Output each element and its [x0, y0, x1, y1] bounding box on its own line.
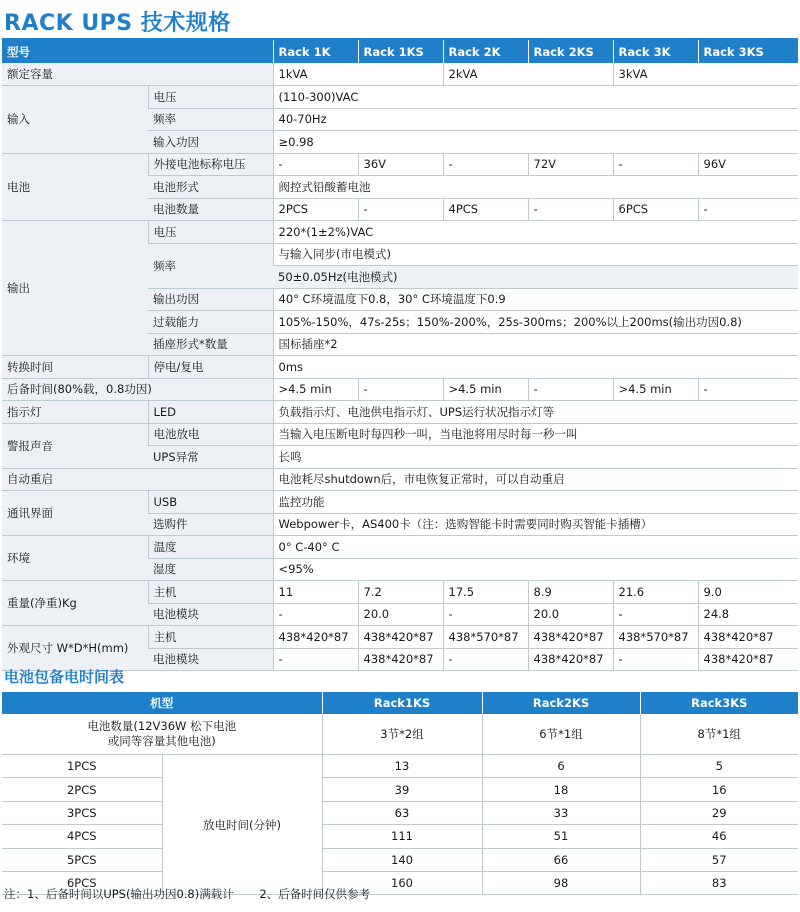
header-model: 机型: [2, 692, 322, 714]
label-led: LED: [148, 401, 273, 424]
cell-minutes: 18: [482, 778, 640, 801]
label-output-pf: 输出功因: [148, 288, 273, 311]
label-weight-module: 电池模块: [148, 603, 273, 626]
cell-overload: 105%-150%，47s-25s；150%-200%，25s-300ms；200%以上200ms(输出功因0.8): [273, 311, 798, 334]
label-transfer-sub: 停电/复电: [148, 356, 273, 379]
cell-weight-module: 24.8: [698, 603, 798, 626]
cell-battery-count: 6PCS: [613, 198, 698, 221]
cell-minutes: 160: [322, 871, 482, 894]
header-rack1k: Rack 1K: [273, 40, 358, 63]
row-restart: [2, 468, 798, 491]
cell-humidity: <95%: [273, 558, 798, 581]
cell-capacity-1k: 1kVA: [273, 63, 443, 86]
cell-weight-host: 17.5: [443, 581, 528, 604]
cell-battery-count: -: [698, 198, 798, 221]
cell-weight-host: 7.2: [358, 581, 443, 604]
label-battery-nominal: 外接电池标称电压: [148, 153, 273, 176]
cell-minutes: 140: [322, 848, 482, 871]
label-option: 选购件: [148, 513, 273, 536]
cell-nominal: 96V: [698, 153, 798, 176]
cell-dims-module: -: [443, 648, 528, 671]
cell-output-frequency-sync: 与输入同步(市电模式): [273, 243, 798, 266]
header-rack2ks: Rack 2KS: [528, 40, 613, 63]
label-indicator: 指示灯: [2, 401, 148, 424]
cell-battery-count: -: [358, 198, 443, 221]
cell-battery-count: 2PCS: [273, 198, 358, 221]
cell-minutes: 111: [322, 825, 482, 848]
cell-dims-module: -: [273, 648, 358, 671]
cell-nominal: -: [273, 153, 358, 176]
header-rack3k: Rack 3K: [613, 40, 698, 63]
cell-dims-module: -: [613, 648, 698, 671]
label-humidity: 湿度: [148, 558, 273, 581]
header-model: 型号: [2, 40, 273, 63]
cell-pcs: 6PCS: [2, 871, 162, 894]
row-weight-host: [2, 581, 798, 604]
spec-header-row: [2, 40, 798, 63]
cell-minutes: 51: [482, 825, 640, 848]
header-rack2ks: Rack2KS: [482, 692, 640, 714]
row-rated-capacity: [2, 63, 798, 86]
cell-weight-module: -: [613, 603, 698, 626]
cell-weight-host: 21.6: [613, 581, 698, 604]
label-output: 输出: [2, 221, 148, 356]
label-battery-count: 电池数量: [148, 198, 273, 221]
cell-output-voltage: 220*(1±2%)VAC: [273, 221, 798, 244]
label-battery-count: [2, 714, 322, 755]
label-input-pf: 输入功因: [148, 131, 273, 154]
cell-backup: -: [698, 378, 798, 401]
label-discharge-time: 放电时间(分钟): [162, 755, 322, 895]
cell-dims-host: 438*420*87: [528, 626, 613, 649]
header-rack3ks: Rack3KS: [640, 692, 798, 714]
row-env-temp: [2, 536, 798, 559]
cell-minutes: 29: [640, 801, 798, 824]
label-battery-count-line2: 或同等容量其他电池): [107, 734, 216, 748]
row-transfer: [2, 356, 798, 379]
header-rack1ks: Rack1KS: [322, 692, 482, 714]
label-transfer: 转换时间: [2, 356, 148, 379]
cell-weight-host: 8.9: [528, 581, 613, 604]
header-rack3ks: Rack 3KS: [698, 40, 798, 63]
cell-pcs: 2PCS: [2, 778, 162, 801]
cell-dims-host: 438*420*87: [698, 626, 798, 649]
cell-input-pf: ≥0.98: [273, 131, 798, 154]
row-output-voltage: [2, 221, 798, 244]
cell-dims-module: 438*420*87: [358, 648, 443, 671]
cell-alarm-abnormal: 长鸣: [273, 446, 798, 469]
table-row: [2, 755, 798, 778]
cell-capacity-2k: 2kVA: [443, 63, 613, 86]
cell-backup: >4.5 min: [613, 378, 698, 401]
cell-indicator: 负载指示灯、电池供电指示灯、UPS运行状况指示灯等: [273, 401, 798, 424]
cell-pcs: 3PCS: [2, 801, 162, 824]
page-title: RACK UPS 技术规格: [4, 11, 231, 36]
table-row: [2, 848, 798, 871]
cell-minutes: 46: [640, 825, 798, 848]
row-backup: [2, 378, 798, 401]
cell-weight-module: 20.0: [358, 603, 443, 626]
label-output-voltage: 电压: [148, 221, 273, 244]
cell-backup: >4.5 min: [443, 378, 528, 401]
cell-minutes: 98: [482, 871, 640, 894]
table-row: [2, 778, 798, 801]
cell-usb: 监控功能: [273, 491, 798, 514]
cell-nominal: 72V: [528, 153, 613, 176]
label-weight: 重量(净重)Kg: [2, 581, 148, 626]
cell-pcs: 5PCS: [2, 848, 162, 871]
cell-option: Webpower卡，AS400卡（注：选购智能卡时需要同时购买智能卡插槽）: [273, 513, 798, 536]
cell-minutes: 57: [640, 848, 798, 871]
cell-dims-host: 438*420*87: [273, 626, 358, 649]
label-env: 环境: [2, 536, 148, 581]
label-usb: USB: [148, 491, 273, 514]
cell-input-frequency: 40-70Hz: [273, 108, 798, 131]
cell-count: 8节*1组: [640, 714, 798, 755]
cell-transfer: 0ms: [273, 356, 798, 379]
cell-battery-count: 4PCS: [443, 198, 528, 221]
cell-minutes: 5: [640, 755, 798, 778]
label-alarm: 警报声音: [2, 423, 148, 468]
label-battery: 电池: [2, 153, 148, 221]
cell-temp: 0° C-40° C: [273, 536, 798, 559]
cell-restart: 电池耗尽shutdown后，市电恢复正常时，可以自动重启: [273, 468, 798, 491]
cell-dims-host: 438*570*87: [443, 626, 528, 649]
cell-output-pf: 40° C环境温度下0.8，30° C环境温度下0.9: [273, 288, 798, 311]
cell-backup: >4.5 min: [273, 378, 358, 401]
label-dims-host: 主机: [148, 626, 273, 649]
cell-nominal: -: [613, 153, 698, 176]
label-comm: 通讯界面: [2, 491, 148, 536]
cell-minutes: 63: [322, 801, 482, 824]
header-rack2k: Rack 2K: [443, 40, 528, 63]
footnote: 注：1、后备时间以UPS(输出功因0.8)满载计 2、后备时间仅供参考: [4, 887, 371, 901]
row-battery-nominal: [2, 153, 798, 176]
cell-weight-module: -: [443, 603, 528, 626]
cell-weight-host: 9.0: [698, 581, 798, 604]
cell-output-frequency-battery: 50±0.05Hz(电池模式): [273, 266, 798, 289]
label-input: 输入: [2, 86, 148, 154]
row-battery-count: [2, 714, 798, 755]
spec-table: [2, 40, 798, 671]
label-output-frequency: 频率: [148, 243, 273, 288]
label-restart: 自动重启: [2, 468, 273, 491]
cell-minutes: 83: [640, 871, 798, 894]
cell-weight-module: 20.0: [528, 603, 613, 626]
cell-dims-module: 438*420*87: [698, 648, 798, 671]
label-weight-host: 主机: [148, 581, 273, 604]
cell-minutes: 39: [322, 778, 482, 801]
cell-count: 6节*1组: [482, 714, 640, 755]
cell-weight-module: -: [273, 603, 358, 626]
row-indicator: [2, 401, 798, 424]
cell-dims-module: 438*420*87: [528, 648, 613, 671]
backup-header-row: [2, 692, 798, 714]
cell-backup: -: [528, 378, 613, 401]
cell-pcs: 1PCS: [2, 755, 162, 778]
label-input-voltage: 电压: [148, 86, 273, 109]
label-temp: 温度: [148, 536, 273, 559]
cell-dims-host: 438*570*87: [613, 626, 698, 649]
backup-table-title: 电池包备电时间表: [4, 668, 125, 686]
cell-minutes: 33: [482, 801, 640, 824]
label-battery-type: 电池形式: [148, 176, 273, 199]
cell-minutes: 66: [482, 848, 640, 871]
cell-minutes: 16: [640, 778, 798, 801]
row-comm-usb: [2, 491, 798, 514]
label-dims: 外观尺寸 W*D*H(mm): [2, 626, 148, 671]
label-dims-module: 电池模块: [148, 648, 273, 671]
table-row: [2, 825, 798, 848]
cell-battery-type: 阀控式铅酸蓄电池: [273, 176, 798, 199]
cell-battery-count: -: [528, 198, 613, 221]
label-alarm-discharge: 电池放电: [148, 423, 273, 446]
table-row: [2, 801, 798, 824]
row-dims-host: [2, 626, 798, 649]
label-alarm-abnormal: UPS异常: [148, 446, 273, 469]
cell-socket: 国标插座*2: [273, 333, 798, 356]
cell-input-voltage: (110-300)VAC: [273, 86, 798, 109]
label-rated-capacity: 额定容量: [2, 63, 273, 86]
cell-capacity-3k: 3kVA: [613, 63, 798, 86]
cell-nominal: -: [443, 153, 528, 176]
cell-nominal: 36V: [358, 153, 443, 176]
row-input-voltage: [2, 86, 798, 109]
cell-backup: -: [358, 378, 443, 401]
label-battery-count-line1: 电池数量(12V36W 松下电池: [87, 719, 237, 733]
cell-count: 3节*2组: [322, 714, 482, 755]
cell-minutes: 13: [322, 755, 482, 778]
cell-weight-host: 11: [273, 581, 358, 604]
row-alarm-discharge: [2, 423, 798, 446]
cell-dims-host: 438*420*87: [358, 626, 443, 649]
cell-alarm-discharge: 当输入电压断电时每四秒一叫，当电池将用尽时每一秒一叫: [273, 423, 798, 446]
cell-pcs: 4PCS: [2, 825, 162, 848]
header-rack1ks: Rack 1KS: [358, 40, 443, 63]
label-backup: 后备时间(80%载，0.8功因): [2, 378, 273, 401]
label-socket: 插座形式*数量: [148, 333, 273, 356]
cell-minutes: 6: [482, 755, 640, 778]
label-input-frequency: 频率: [148, 108, 273, 131]
backup-time-table: [2, 692, 798, 895]
label-overload: 过载能力: [148, 311, 273, 334]
